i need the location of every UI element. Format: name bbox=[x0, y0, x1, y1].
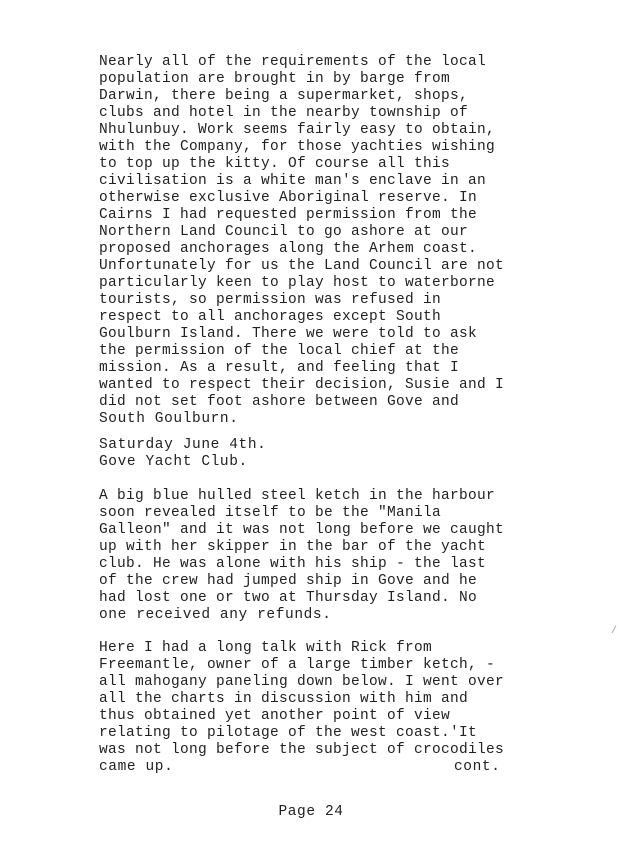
text-line: Darwin, there being a supermarket, shops, bbox=[99, 88, 469, 104]
text-line: particularly keen to play host to waterborne bbox=[99, 275, 496, 291]
text-line: Nhulunbuy. Work seems fairly easy to obtain, bbox=[99, 122, 496, 138]
text-line: club. He was alone with his ship - the last bbox=[99, 556, 487, 572]
text-line: mission. As a result, and feeling that I bbox=[99, 360, 460, 376]
text-line: Goulburn Island. There we were told to ask bbox=[99, 326, 478, 342]
text-line: all mahogany paneling down below. I went over bbox=[99, 674, 505, 690]
location-line: Gove Yacht Club. bbox=[99, 454, 248, 470]
diary-heading bbox=[99, 437, 547, 471]
text-line: all the charts in discussion with him and bbox=[99, 691, 469, 707]
text-line: the permission of the local chief at the bbox=[99, 343, 460, 359]
text-line: Nearly all of the requirements of the local bbox=[99, 54, 487, 70]
text-line: civilisation is a white man's enclave in an bbox=[99, 173, 487, 189]
text-line: soon revealed itself to be the "Manila bbox=[99, 505, 442, 521]
text-line: relating to pilotage of the west coast.'It bbox=[99, 725, 478, 741]
text-line: to top up the kitty. Of course all this bbox=[99, 156, 451, 172]
text-line: had lost one or two at Thursday Island. No bbox=[99, 590, 478, 606]
paragraph-1 bbox=[99, 54, 547, 428]
text-line: Northern Land Council to go ashore at our bbox=[99, 224, 469, 240]
page-number: Page 24 bbox=[278, 804, 344, 820]
text-line: otherwise exclusive Aboriginal reserve. In bbox=[99, 190, 478, 206]
text-line: Galleon" and it was not long before we caught bbox=[99, 522, 505, 538]
text-line: came up. bbox=[99, 759, 174, 775]
text-line: of the crew had jumped ship in Gove and he bbox=[99, 573, 478, 589]
text-line: Unfortunately for us the Land Council are not bbox=[99, 258, 505, 274]
text-line: did not set foot ashore between Gove and bbox=[99, 394, 460, 410]
paragraph-2 bbox=[99, 488, 547, 624]
text-line: Here I had a long talk with Rick from bbox=[99, 640, 433, 656]
text-line: South Goulburn. bbox=[99, 411, 239, 427]
text-line: A big blue hulled steel ketch in the harbour bbox=[99, 488, 496, 504]
text-line: population are brought in by barge from bbox=[99, 71, 451, 87]
text-line: Cairns I had requested permission from the bbox=[99, 207, 478, 223]
text-line: wanted to respect their decision, Susie and I bbox=[99, 377, 505, 393]
text-line: thus obtained yet another point of view bbox=[99, 708, 451, 724]
paragraph-3 bbox=[99, 640, 547, 776]
text-line: up with her skipper in the bar of the yacht bbox=[99, 539, 487, 555]
text-line: was not long before the subject of crocodiles bbox=[99, 742, 505, 758]
text-line: with the Company, for those yachties wishing bbox=[99, 139, 496, 155]
text-line: respect to all anchorages except South bbox=[99, 309, 442, 325]
text-line: one received any refunds. bbox=[99, 607, 332, 623]
text-line: Freemantle, owner of a large timber ketch, - bbox=[99, 657, 496, 673]
continuation-marker: cont. bbox=[454, 759, 501, 775]
text-line: clubs and hotel in the nearby township of bbox=[99, 105, 469, 121]
text-line: tourists, so permission was refused in bbox=[99, 292, 442, 308]
date-line: Saturday June 4th. bbox=[99, 437, 267, 453]
scan-speck: / bbox=[611, 626, 618, 637]
text-line: proposed anchorages along the Arhem coast. bbox=[99, 241, 478, 257]
